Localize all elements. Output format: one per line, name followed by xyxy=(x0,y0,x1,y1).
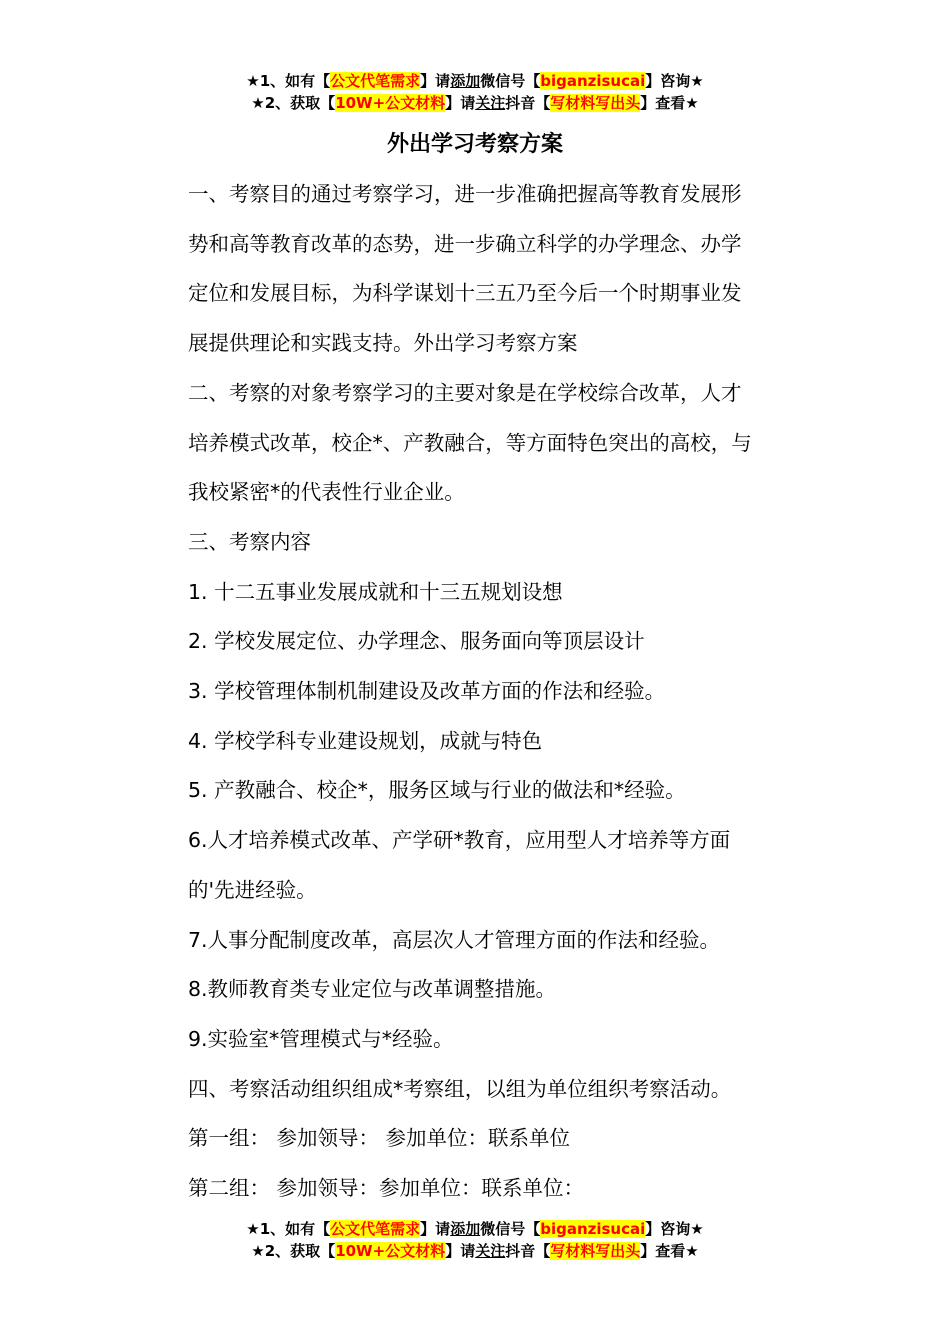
banner-underlined: 关注 xyxy=(475,94,506,112)
body-line: 二、考察的对象考察学习的主要对象是在学校综合改革，人才 xyxy=(188,380,742,405)
banner-text: 】请 xyxy=(420,1220,451,1238)
banner-text: ★2、获取【 xyxy=(251,94,336,112)
banner-underlined: 添加 xyxy=(450,72,481,90)
body-line: 势和高等教育改革的态势，进一步确立科学的办学理念、办学 xyxy=(188,231,742,256)
group-line: 第二组： 参加领导：参加单位：联系单位： xyxy=(188,1176,585,1201)
banner-text: 】请 xyxy=(445,94,476,112)
banner-highlight: 公文代笔需求 xyxy=(330,1220,421,1238)
body-line: 培养模式改革，校企*、产教融合，等方面特色突出的高校，与 xyxy=(188,430,752,455)
document-body xyxy=(188,170,808,1214)
list-item: 1. 十二五事业发展成就和十三五规划设想 xyxy=(188,579,563,604)
section-heading: 三、考察内容 xyxy=(188,529,311,554)
banner-line-2 xyxy=(0,92,950,114)
banner-text: ★1、如有【 xyxy=(246,72,331,90)
banner-text: 】咨询★ xyxy=(645,1220,704,1238)
banner-highlight: biganzisucai xyxy=(540,72,646,90)
banner-text: 】咨询★ xyxy=(645,72,704,90)
list-item: 9.实验室*管理模式与*经验。 xyxy=(188,1026,454,1051)
body-line: 定位和发展目标，为科学谋划十三五乃至今后一个时期事业发 xyxy=(188,281,742,306)
banner-highlight: 公文代笔需求 xyxy=(330,72,421,90)
list-item: 5. 产教融合、校企*，服务区域与行业的做法和*经验。 xyxy=(188,778,686,803)
list-item: 6.人才培养模式改革、产学研*教育，应用型人才培养等方面 xyxy=(188,828,731,853)
body-line: 展提供理论和实践支持。外出学习考察方案 xyxy=(188,331,578,356)
banner-text: 】请 xyxy=(445,1242,476,1260)
body-line: 一、考察目的通过考察学习，进一步准确把握高等教育发展形 xyxy=(188,182,742,206)
footer-banner xyxy=(0,1218,950,1262)
list-item: 3. 学校管理体制机制建设及改革方面的作法和经验。 xyxy=(188,679,666,704)
list-item: 7.人事分配制度改革，高层次人才管理方面的作法和经验。 xyxy=(188,927,721,952)
banner-underlined: 关注 xyxy=(475,1242,506,1260)
body-line: 我校紧密*的代表性行业企业。 xyxy=(188,480,465,505)
banner-text: 微信号【 xyxy=(480,1220,541,1238)
banner-line-1 xyxy=(0,70,950,92)
banner-highlight: 10W+公文材料 xyxy=(335,1242,446,1260)
banner-line-1 xyxy=(0,1218,950,1240)
banner-text: 微信号【 xyxy=(480,72,541,90)
banner-highlight: biganzisucai xyxy=(540,1220,646,1238)
group-line: 第一组： 参加领导： 参加单位：联系单位 xyxy=(188,1126,571,1151)
banner-line-2 xyxy=(0,1240,950,1262)
list-item: 4. 学校学科专业建设规划，成就与特色 xyxy=(188,728,543,753)
banner-text: 抖音【 xyxy=(505,94,551,112)
banner-text: 】请 xyxy=(420,72,451,90)
banner-text: 】查看★ xyxy=(640,1242,699,1260)
banner-highlight: 写材料写出头 xyxy=(550,94,641,112)
banner-highlight: 10W+公文材料 xyxy=(335,94,446,112)
list-item: 2. 学校发展定位、办学理念、服务面向等顶层设计 xyxy=(188,629,645,654)
banner-underlined: 添加 xyxy=(450,1220,481,1238)
list-item: 8.教师教育类专业定位与改革调整措施。 xyxy=(188,977,557,1002)
header-banner xyxy=(0,70,950,114)
banner-text: ★2、获取【 xyxy=(251,1242,336,1260)
body-line: 四、考察活动组织组成*考察组，以组为单位组织考察活动。 xyxy=(188,1076,732,1101)
banner-text: 抖音【 xyxy=(505,1242,551,1260)
list-item: 的'先进经验。 xyxy=(188,877,317,902)
banner-text: ★1、如有【 xyxy=(246,1220,331,1238)
banner-highlight: 写材料写出头 xyxy=(550,1242,641,1260)
document-title: 外出学习考察方案 xyxy=(386,132,563,157)
banner-text: 】查看★ xyxy=(640,94,699,112)
